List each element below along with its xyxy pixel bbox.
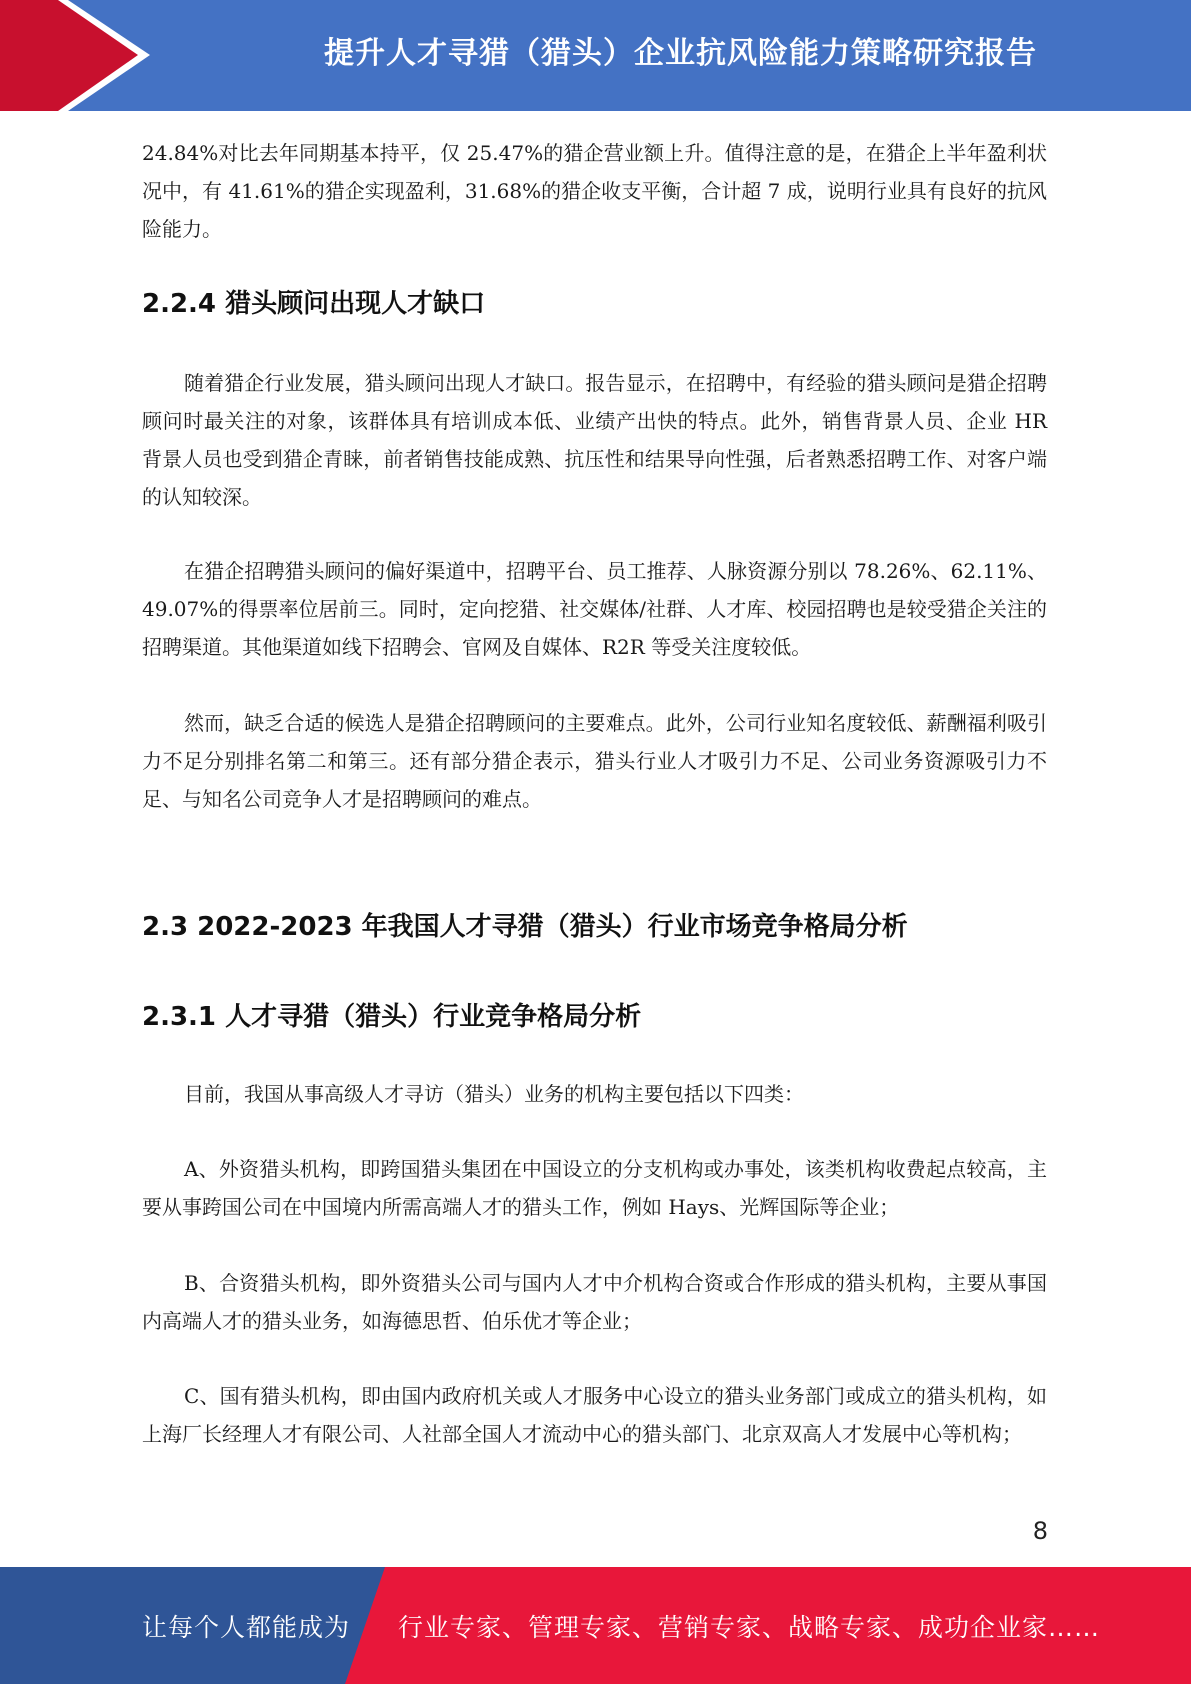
header-arrow-decoration: [0, 0, 150, 111]
body-section-channels: [142, 552, 1047, 666]
paragraph: 在猎企招聘猎头顾问的偏好渠道中，招聘平台、员工推荐、人脉资源分别以 78.26%、62.11%、49.07%的得票率位居前三。同时，定向挖猎、社交媒体/社群、人才库、校园招聘也是较受猎企关注的招聘渠道。其他渠道如线下招聘会、官网及自媒体、R2R 等受关注度较低。: [142, 559, 1047, 659]
paragraph: A、外资猎头机构，即跨国猎头集团在中国设立的分支机构或办事处，该类机构收费起点较高，主要从事跨国公司在中国境内所需高端人才的猎头工作，例如 Hays、光辉国际等企业；: [142, 1157, 1047, 1219]
header-banner: [0, 0, 1191, 111]
report-title: 提升人才寻猎（猎头）企业抗风险能力策略研究报告: [324, 36, 1037, 71]
body-section-category-b: [142, 1264, 1047, 1340]
paragraph: 24.84%对比去年同期基本持平，仅 25.47%的猎企营业额上升。值得注意的是，在猎企上半年盈利状况中，有 41.61%的猎企实现盈利，31.68%的猎企收支平衡，合计超 7 成，说明行业具有良好的抗风险能力。: [142, 141, 1047, 241]
paragraph: 目前，我国从事高级人才寻访（猎头）业务的机构主要包括以下四类：: [184, 1082, 804, 1106]
body-section-difficulties: [142, 704, 1047, 818]
paragraph: 随着猎企行业发展，猎头顾问出现人才缺口。报告显示，在招聘中，有经验的猎头顾问是猎企招聘顾问时最关注的对象，该群体具有培训成本低、业绩产出快的特点。此外，销售背景人员、企业 HR 背景人员也受到猎企青睐，前者销售技能成熟、抗压性和结果导向性强，后者熟悉招聘工作、对客户端的认知较深。: [142, 371, 1047, 509]
body-section-2-2-4: [142, 364, 1047, 516]
section-heading-2-3: 2.3 2022-2023 年我国人才寻猎（猎头）行业市场竞争格局分析: [142, 912, 908, 942]
body-section-intro: [142, 134, 1047, 248]
footer-banner: [0, 1567, 1191, 1684]
paragraph: B、合资猎头机构，即外资猎头公司与国内人才中介机构合资或合作形成的猎头机构，主要从事国内高端人才的猎头业务，如海德思哲、伯乐优才等企业；: [142, 1271, 1047, 1333]
section-heading-2-3-1: 2.3.1 人才寻猎（猎头）行业竞争格局分析: [142, 1002, 642, 1032]
paragraph: C、国有猎头机构，即由国内政府机关或人才服务中心设立的猎头业务部门或成立的猎头机构，如上海厂长经理人才有限公司、人社部全国人才流动中心的猎头部门、北京双高人才发展中心等机构；: [142, 1384, 1047, 1446]
footer-slogan-right: 行业专家、管理专家、营销专家、战略专家、成功企业家……: [398, 1612, 1101, 1642]
footer-slogan-left: 让每个人都能成为: [142, 1612, 351, 1642]
section-heading-2-2-4: 2.2.4 猎头顾问出现人才缺口: [142, 289, 486, 319]
body-section-categories: [142, 1075, 1047, 1113]
body-section-category-a: [142, 1150, 1047, 1226]
paragraph: 然而，缺乏合适的候选人是猎企招聘顾问的主要难点。此外，公司行业知名度较低、薪酬福利吸引力不足分别排名第二和第三。还有部分猎企表示，猎头行业人才吸引力不足、公司业务资源吸引力不足、与知名公司竞争人才是招聘顾问的难点。: [142, 711, 1047, 811]
body-section-category-c: [142, 1377, 1047, 1453]
page-number: 8: [1032, 1517, 1048, 1545]
